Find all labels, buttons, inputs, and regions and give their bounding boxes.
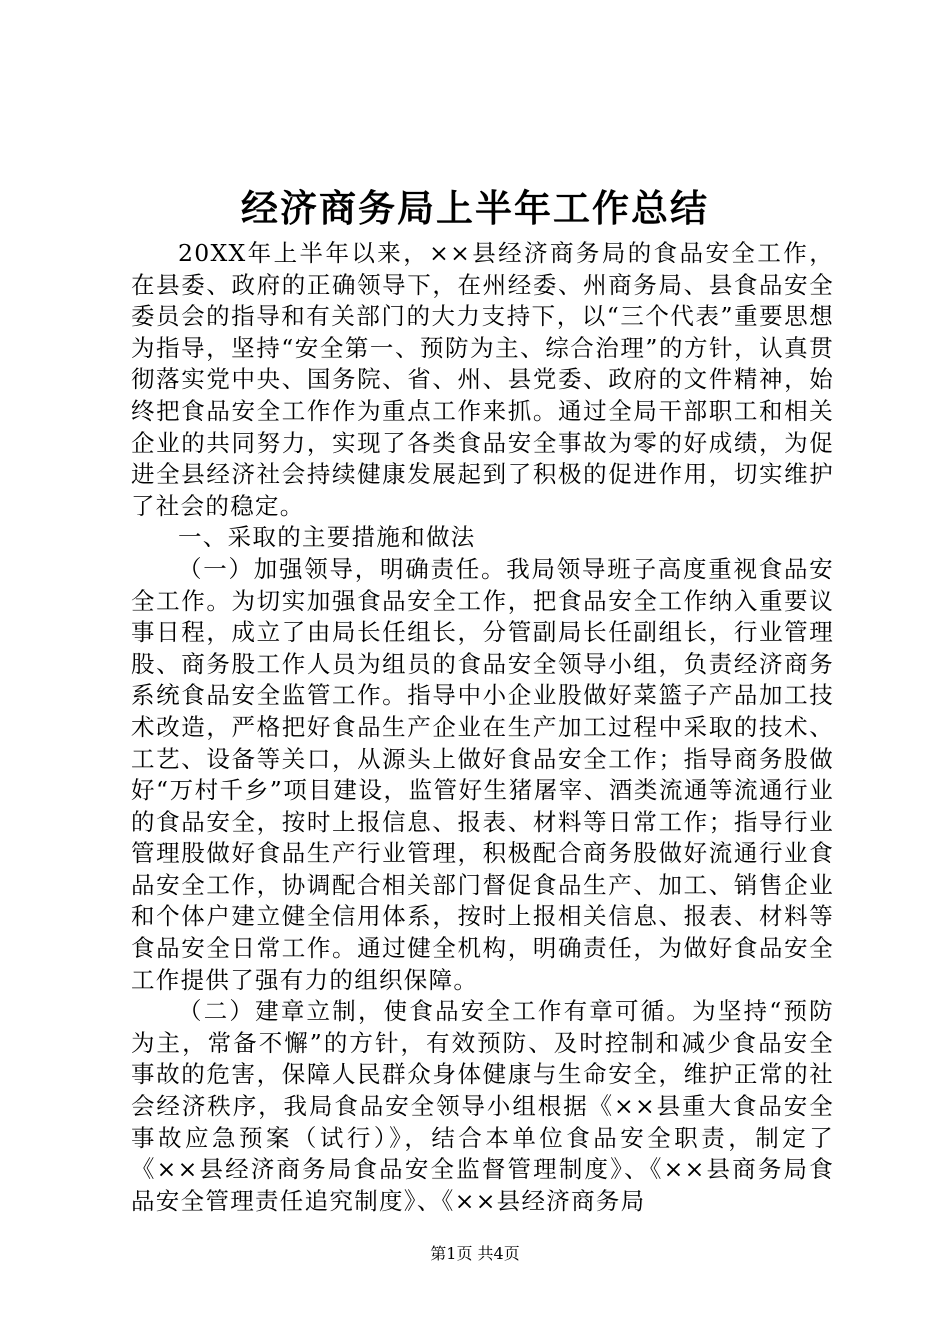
page-number: 第1页 共4页 <box>430 1244 520 1263</box>
paragraph-intro: 20XX年上半年以来，××县经济商务局的食品安全工作，在县委、政府的正确领导下，在州经委、州商务局、县食品安全委员会的指导和有关部门的大力支持下，以“三个代表”重要思想为指导，坚持“安全第一、预防为主、综合治理”的方针，认真贯彻落实党中央、国务院、省、州、县党委、政府的文件精神，始终把食品安全工作作为重点工作来抓。通过全局干部职工和相关企业的共同努力，实现了各类食品安全事故为零的好成绩，为促进全县经济社会持续健康发展起到了积极的促进作用，切实维护了社会的稳定。 <box>131 239 834 520</box>
document-title: 经济商务局上半年工作总结 <box>241 186 709 230</box>
document-body <box>131 238 834 1217</box>
paragraph-leadership: （一）加强领导，明确责任。我局领导班子高度重视食品安全工作。为切实加强食品安全工作，把食品安全工作纳入重要议事日程，成立了由局长任组长，分管副局长任副组长，行业管理股、商务股工作人员为组员的食品安全领导小组，负责经济商务系统食品安全监管工作。指导中小企业股做好菜篮子产品加工技术改造，严格把好食品生产企业在生产加工过程中采取的技术、工艺、设备等关口，从源头上做好食品安全工作；指导商务股做好“万村千乡”项目建设，监管好生猪屠宰、酒类流通等流通行业的食品安全，按时上报信息、报表、材料等日常工作；指导行业管理股做好食品生产行业管理，积极配合商务股做好流通行业食品安全工作，协调配合相关部门督促食品生产、加工、销售企业和个体户建立健全信用体系，按时上报相关信息、报表、材料等食品安全日常工作。通过健全机构，明确责任，为做好食品安全工作提供了强有力的组织保障。 <box>131 554 834 994</box>
section-heading-measures: 一、采取的主要措施和做法 <box>178 523 476 552</box>
paragraph-regulations: （二）建章立制，使食品安全工作有章可循。为坚持“预防为主，常备不懈”的方针，有效预防、及时控制和减少食品安全事故的危害，保障人民群众身体健康与生命安全，维护正常的社会经济秩序，我局食品安全领导小组根据《××县重大食品安全事故应急预案（试行）》，结合本单位食品安全职责，制定了《××县经济商务局食品安全监督管理制度》、《××县商务局食品安全管理责任追究制度》、《××县经济商务局 <box>131 997 834 1215</box>
